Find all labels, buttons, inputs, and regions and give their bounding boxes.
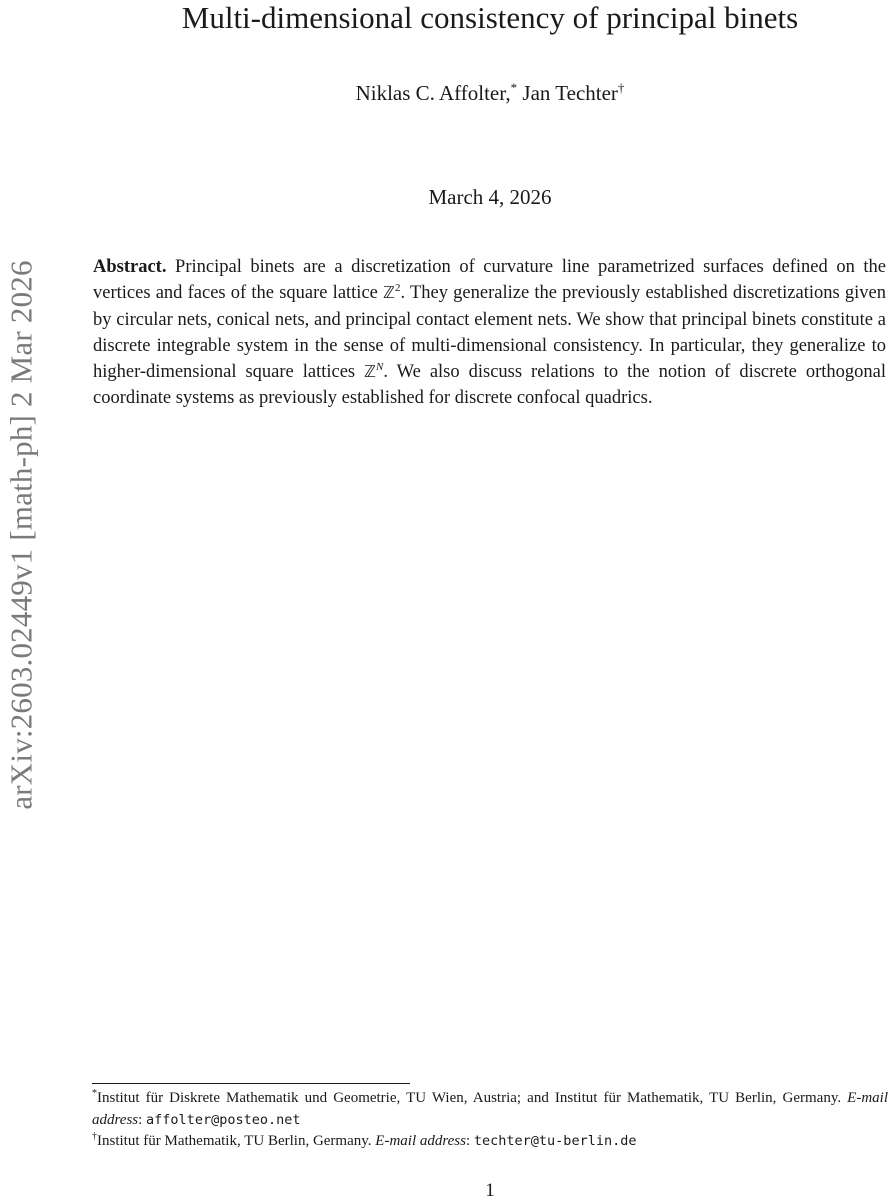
lattice-exponent: N [376, 361, 384, 374]
author-footnote-mark[interactable]: * [510, 80, 518, 95]
email-label: E-mail address [92, 1090, 888, 1128]
abstract-text: . We also discuss relations to the notion of discrete orthogonal coordinate systems as previously established for discrete confocal quadrics. [93, 362, 886, 409]
page-number: 1 [485, 1180, 495, 1201]
author-name: Jan Techter [522, 81, 618, 105]
arxiv-identifier-stamp [2, 220, 42, 850]
footnote-mark: * [92, 1088, 97, 1099]
footnotes [92, 1088, 888, 1153]
lattice-exponent: 2 [394, 282, 401, 295]
abstract [93, 254, 886, 412]
lattice-symbol: ℤ [364, 362, 377, 382]
footnote: †Institut für Mathematik, TU Berlin, Germany. E-mail address: techter@tu-berlin.de [92, 1131, 637, 1149]
footnote-mark: † [92, 1131, 97, 1142]
paper-title: Multi-dimensional consistency of principal binets [181, 0, 799, 35]
abstract-text: . They generalize the previously established discretizations given by circular nets, conical nets, and principal contact element nets. We show that principal binets constitute a discrete integrable system in the sense of multi-dimensional consistency. In particular, they generalize to higher-dimensional square lattices [93, 283, 886, 383]
arxiv-identifier-text: arXiv:2603.02449v1 [math-ph] 2 Mar 2026 [4, 260, 40, 810]
abstract-text: Principal binets are a discretization of curvature line parametrized surfaces defined on the vertices and faces of the square lattice [93, 257, 887, 304]
author-name: Niklas C. Affolter, [355, 81, 511, 105]
footnote-text: Institut für Diskrete Mathematik und Geometrie, TU Wien, Austria; and Institut für Mathematik, TU Berlin, Germany. [97, 1090, 848, 1106]
paper-date: March 4, 2026 [428, 185, 552, 209]
footnote-text: Institut für Mathematik, TU Berlin, Germany. [97, 1133, 376, 1149]
footnote-divider [92, 1083, 410, 1084]
author-list [92, 80, 888, 106]
author-footnote-mark[interactable]: † [617, 80, 625, 95]
footnote: *Institut für Diskrete Mathematik und Geometrie, TU Wien, Austria; and Institut für Mathematik, TU Berlin, Germany. E-mail address: affolter@posteo.net [92, 1088, 888, 1128]
email-address[interactable]: affolter@posteo.net [146, 1111, 301, 1128]
email-address[interactable]: techter@tu-berlin.de [473, 1133, 637, 1149]
abstract-label: Abstract. [93, 257, 167, 277]
lattice-symbol: ℤ [383, 283, 395, 303]
email-label: E-mail address [375, 1133, 466, 1149]
